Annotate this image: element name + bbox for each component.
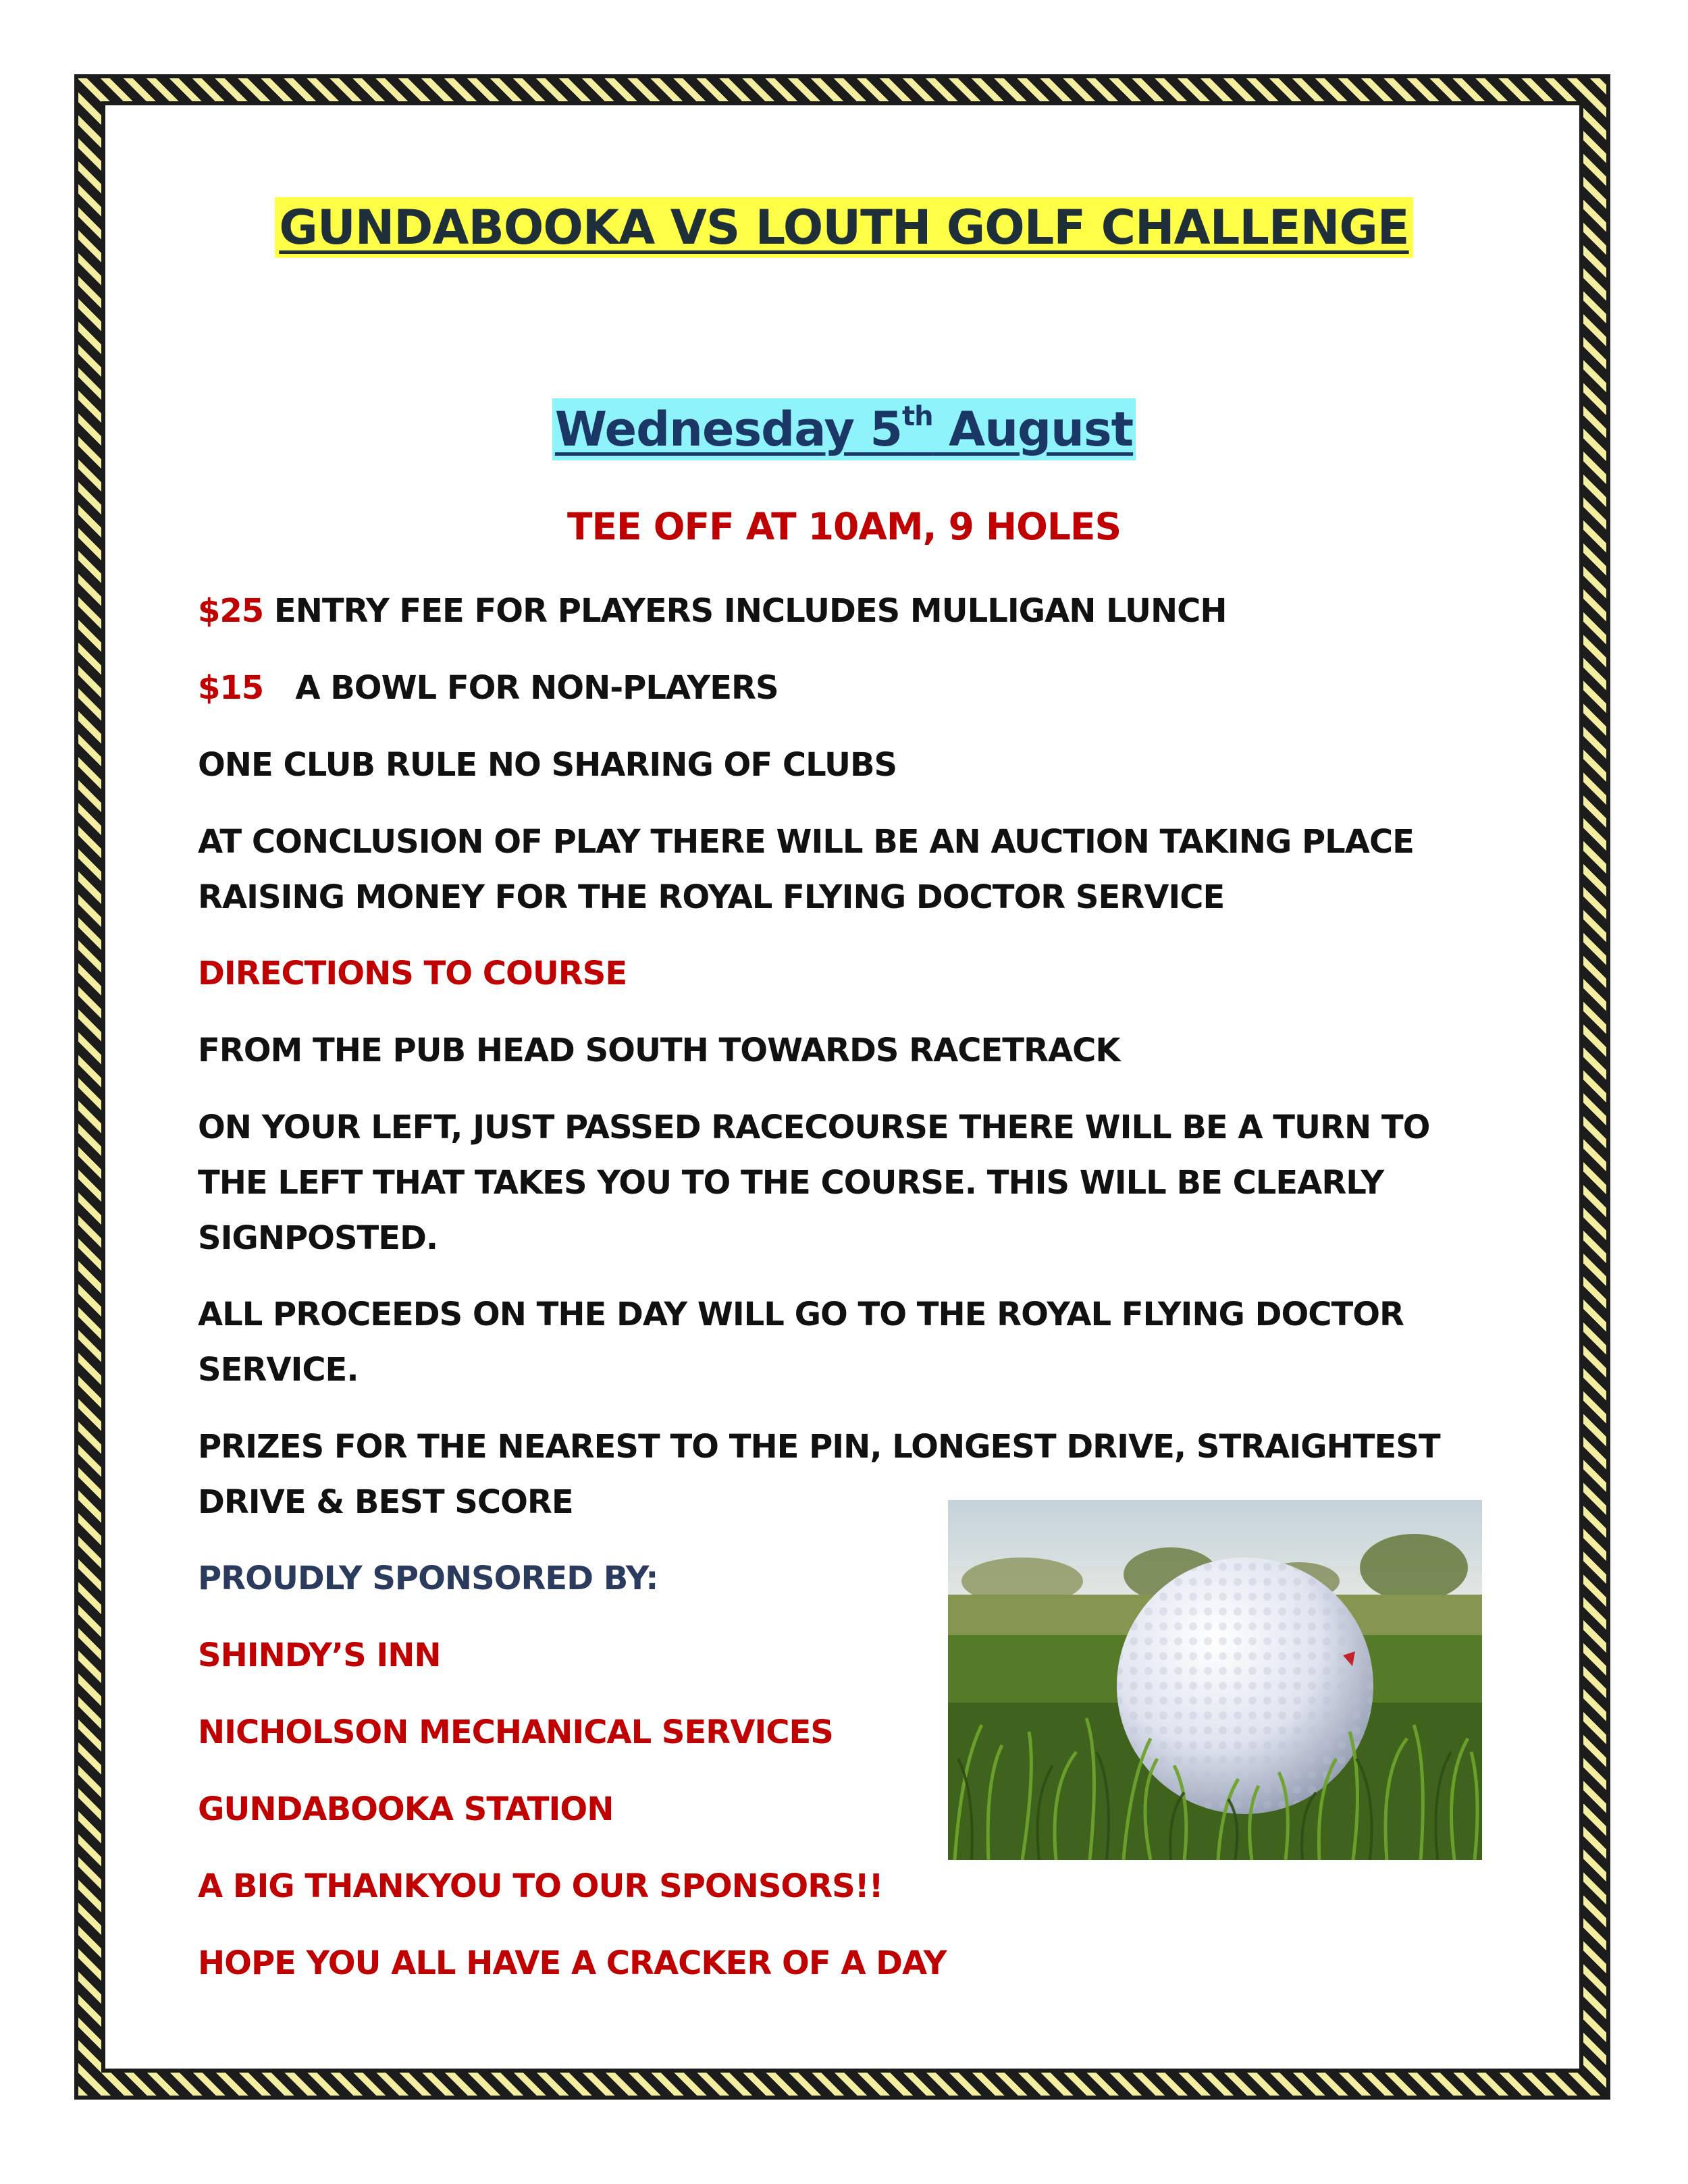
event-title: GUNDABOOKA VS LOUTH GOLF CHALLENGE: [275, 197, 1413, 258]
directions-step-1: FROM THE PUB HEAD SOUTH TOWARDS RACETRACK: [198, 1032, 1120, 1069]
bowl-fee-text: A BOWL FOR NON-PLAYERS: [263, 669, 779, 707]
event-date-ordinal: th: [902, 401, 933, 432]
directions-heading: DIRECTIONS TO COURSE: [198, 955, 627, 992]
sponsor-item: NICHOLSON MECHANICAL SERVICES: [198, 1713, 833, 1751]
golf-ball-image: [948, 1500, 1482, 1860]
prizes-notice: PRIZES FOR THE NEAREST TO THE PIN, LONGEST DRIVE, STRAIGHTEST DRIVE & BEST SCORE: [198, 1428, 1440, 1521]
directions-step-2: ON YOUR LEFT, JUST PASSED RACECOURSE THERE WILL BE A TURN TO THE LEFT THAT TAKES YOU TO THE COURSE. THIS WILL BE CLEARLY SIGNPOSTED.: [198, 1109, 1430, 1257]
bowl-fee-amount: $15: [198, 669, 264, 707]
tee-off-time: TEE OFF AT 10AM, 9 HOLES: [566, 505, 1122, 548]
one-club-rule: ONE CLUB RULE NO SHARING OF CLUBS: [198, 746, 897, 784]
thanks-message: A BIG THANKYOU TO OUR SPONSORS!!: [198, 1867, 883, 1905]
proceeds-notice: ALL PROCEEDS ON THE DAY WILL GO TO THE ROYAL FLYING DOCTOR SERVICE.: [198, 1296, 1404, 1389]
entry-fee-line: [198, 583, 1501, 639]
closing-message: HOPE YOU ALL HAVE A CRACKER OF A DAY: [198, 1944, 947, 1982]
event-title-block: [0, 197, 1688, 258]
auction-notice: AT CONCLUSION OF PLAY THERE WILL BE AN AUCTION TAKING PLACE RAISING MONEY FOR THE ROYAL FLYING DOCTOR SERVICE: [198, 823, 1414, 916]
sponsor-item: GUNDABOOKA STATION: [198, 1790, 614, 1828]
entry-fee-text: ENTRY FEE FOR PLAYERS INCLUDES MULLIGAN LUNCH: [263, 592, 1227, 630]
event-date: [552, 398, 1136, 460]
event-date-month: August: [932, 402, 1134, 457]
sponsor-item: SHINDY’S INN: [198, 1636, 441, 1674]
bowl-fee-line: [198, 660, 1501, 716]
event-date-block: [0, 398, 1688, 460]
event-date-day: Wednesday 5: [554, 402, 903, 457]
entry-fee-amount: $25: [198, 592, 264, 630]
sponsored-heading: PROUDLY SPONSORED BY:: [198, 1560, 658, 1597]
